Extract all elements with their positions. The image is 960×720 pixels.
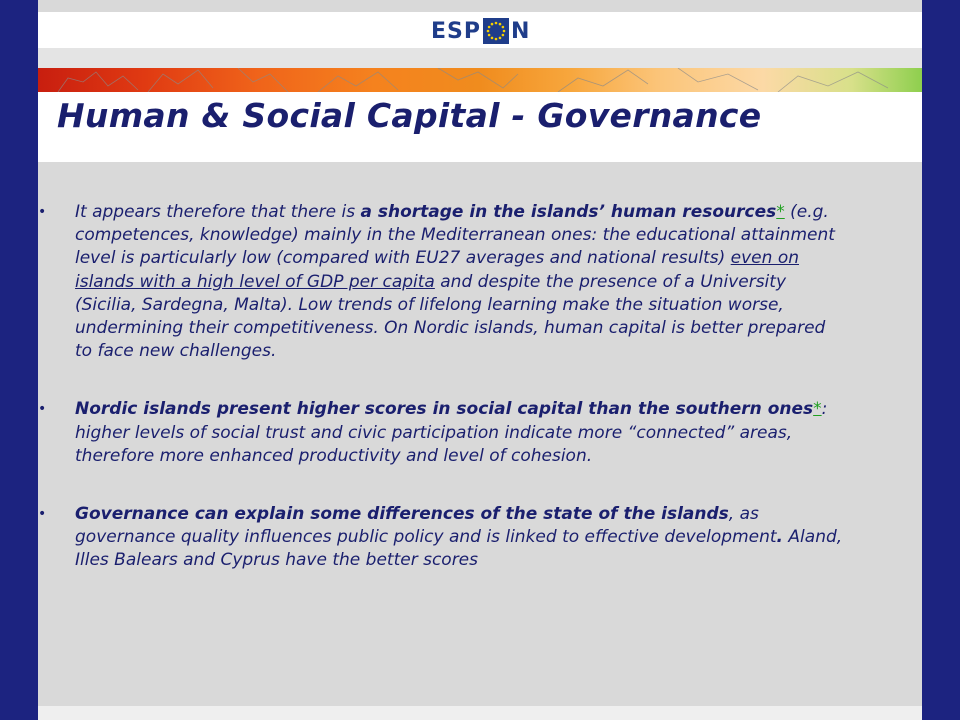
footnote-link[interactable]: * bbox=[776, 202, 785, 222]
bullet-list bbox=[38, 201, 846, 573]
logo-text-left: ESP bbox=[431, 18, 481, 44]
bullet-dot-icon: • bbox=[38, 401, 47, 418]
bullet-2-text: : higher levels of social trust and civic participation indicate more “connected” areas, therefore more enhanced productivity and level of cohesion. bbox=[75, 399, 828, 466]
bullet-1-bold: a shortage in the islands’ human resources bbox=[360, 202, 777, 222]
bullet-1-text-1: It appears therefore that there is bbox=[75, 202, 361, 222]
bottom-strip bbox=[38, 706, 922, 720]
logo-gap bbox=[38, 48, 922, 68]
bullet-1-text-3: and despite the presence of a University (Sicilia, Sardegna, Malta). Low trends of lifelong learning make the situation worse, undermining their competitiveness. On Nordic islands, human capital is better prepared to face new challenges. bbox=[75, 271, 826, 362]
left-frame-band bbox=[0, 0, 38, 720]
bullet-dot-icon: • bbox=[38, 204, 47, 220]
bullet-3-period: . bbox=[776, 527, 784, 548]
bullet-3-text-2: Aland, Illes Balears and Cyprus have the better scores bbox=[75, 527, 843, 571]
map-color-band bbox=[38, 68, 922, 92]
right-frame-band bbox=[922, 0, 960, 720]
footnote-link[interactable]: * bbox=[813, 399, 822, 420]
espon-eu-flag-icon bbox=[483, 18, 509, 44]
espon-logo bbox=[431, 12, 530, 50]
bullet-1-text-2: (e.g. competences, knowledge) mainly in the Mediterranean ones: the educational attainment level is particularly low (compared with EU27 averages and national results) bbox=[75, 202, 835, 269]
list-item bbox=[38, 201, 846, 363]
bullet-3-bold: Governance can explain some differences of the state of the islands bbox=[75, 504, 729, 525]
bullet-3-text-1: , as governance quality influences public policy and is linked to effective development bbox=[75, 504, 777, 548]
slide-title: Human & Social Capital - Governance bbox=[57, 96, 762, 135]
bullet-2-bold: Nordic islands present higher scores in social capital than the southern ones bbox=[75, 399, 814, 420]
bullet-1-underlined: even on islands with a high level of GDP per capita bbox=[75, 248, 799, 292]
bullet-dot-icon: • bbox=[38, 506, 47, 523]
top-strip bbox=[38, 0, 922, 12]
list-item bbox=[38, 503, 846, 573]
list-item bbox=[38, 398, 846, 468]
logo-text-right: N bbox=[511, 18, 531, 44]
